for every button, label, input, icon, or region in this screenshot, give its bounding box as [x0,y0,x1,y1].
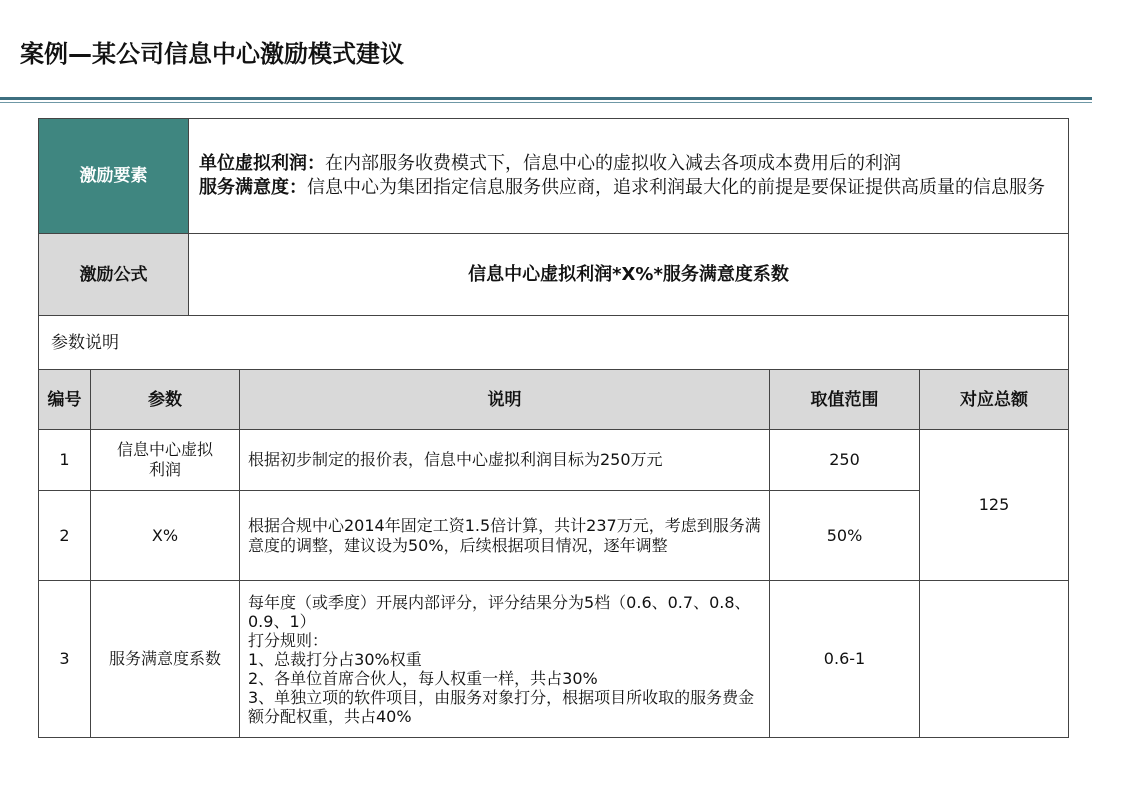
row3-total [919,580,1069,738]
row3-desc [239,580,770,738]
row1-range: 250 [769,429,920,491]
title-divider-thin [0,102,1092,103]
row2-param: X% [90,490,240,581]
row1-desc: 根据初步制定的报价表，信息中心虚拟利润目标为250万元 [239,429,770,491]
row3-param: 服务满意度系数 [90,580,240,738]
header-no: 编号 [38,369,91,430]
row2-desc: 根据合规中心2014年固定工资1.5倍计算，共计237万元，考虑到服务满意度的调整，建议设为50%，后续根据项目情况，逐年调整 [239,490,770,581]
row2-range: 50% [769,490,920,581]
page-title: 案例—某公司信息中心激励模式建议 [20,40,404,68]
total-amount: 125 [919,429,1069,581]
row3-no: 3 [38,580,91,738]
element-text-satisfaction: 信息中心为集团指定信息服务供应商，追求利润最大化的前提是要保证提供高质量的信息服务 [307,177,1045,198]
element-term-profit: 单位虚拟利润： [199,153,325,174]
incentive-element-label: 激励要素 [38,118,189,234]
row3-desc-line: 3、单独立项的软件项目，由服务对象打分，根据项目所收取的服务费金额分配权重，共占40% [248,687,755,726]
header-desc: 说明 [239,369,770,430]
row1-no: 1 [38,429,91,491]
header-total: 对应总额 [919,369,1069,430]
element-text-profit: 在内部服务收费模式下，信息中心的虚拟收入减去各项成本费用后的利润 [325,153,901,174]
row3-desc-line: 每年度（或季度）开展内部评分，评分结果分为5档（0.6、0.7、0.8、0.9、1） [248,592,751,631]
incentive-formula-label: 激励公式 [38,233,189,316]
header-param: 参数 [90,369,240,430]
row3-desc-line: 2、各单位首席合伙人，每人权重一样，共占30% [248,668,598,688]
row3-range: 0.6-1 [769,580,920,738]
title-divider [0,97,1092,100]
row1-param: 信息中心虚拟利润 [90,429,240,491]
row2-no: 2 [38,490,91,581]
incentive-formula: 信息中心虚拟利润*X%*服务满意度系数 [188,233,1069,316]
header-range: 取值范围 [769,369,920,430]
row3-desc-line: 打分规则： [248,630,329,650]
incentive-element-description [188,118,1069,234]
row3-desc-line: 1、总裁打分占30%权重 [248,649,422,669]
params-caption: 参数说明 [38,315,1069,370]
element-term-satisfaction: 服务满意度： [199,177,307,198]
